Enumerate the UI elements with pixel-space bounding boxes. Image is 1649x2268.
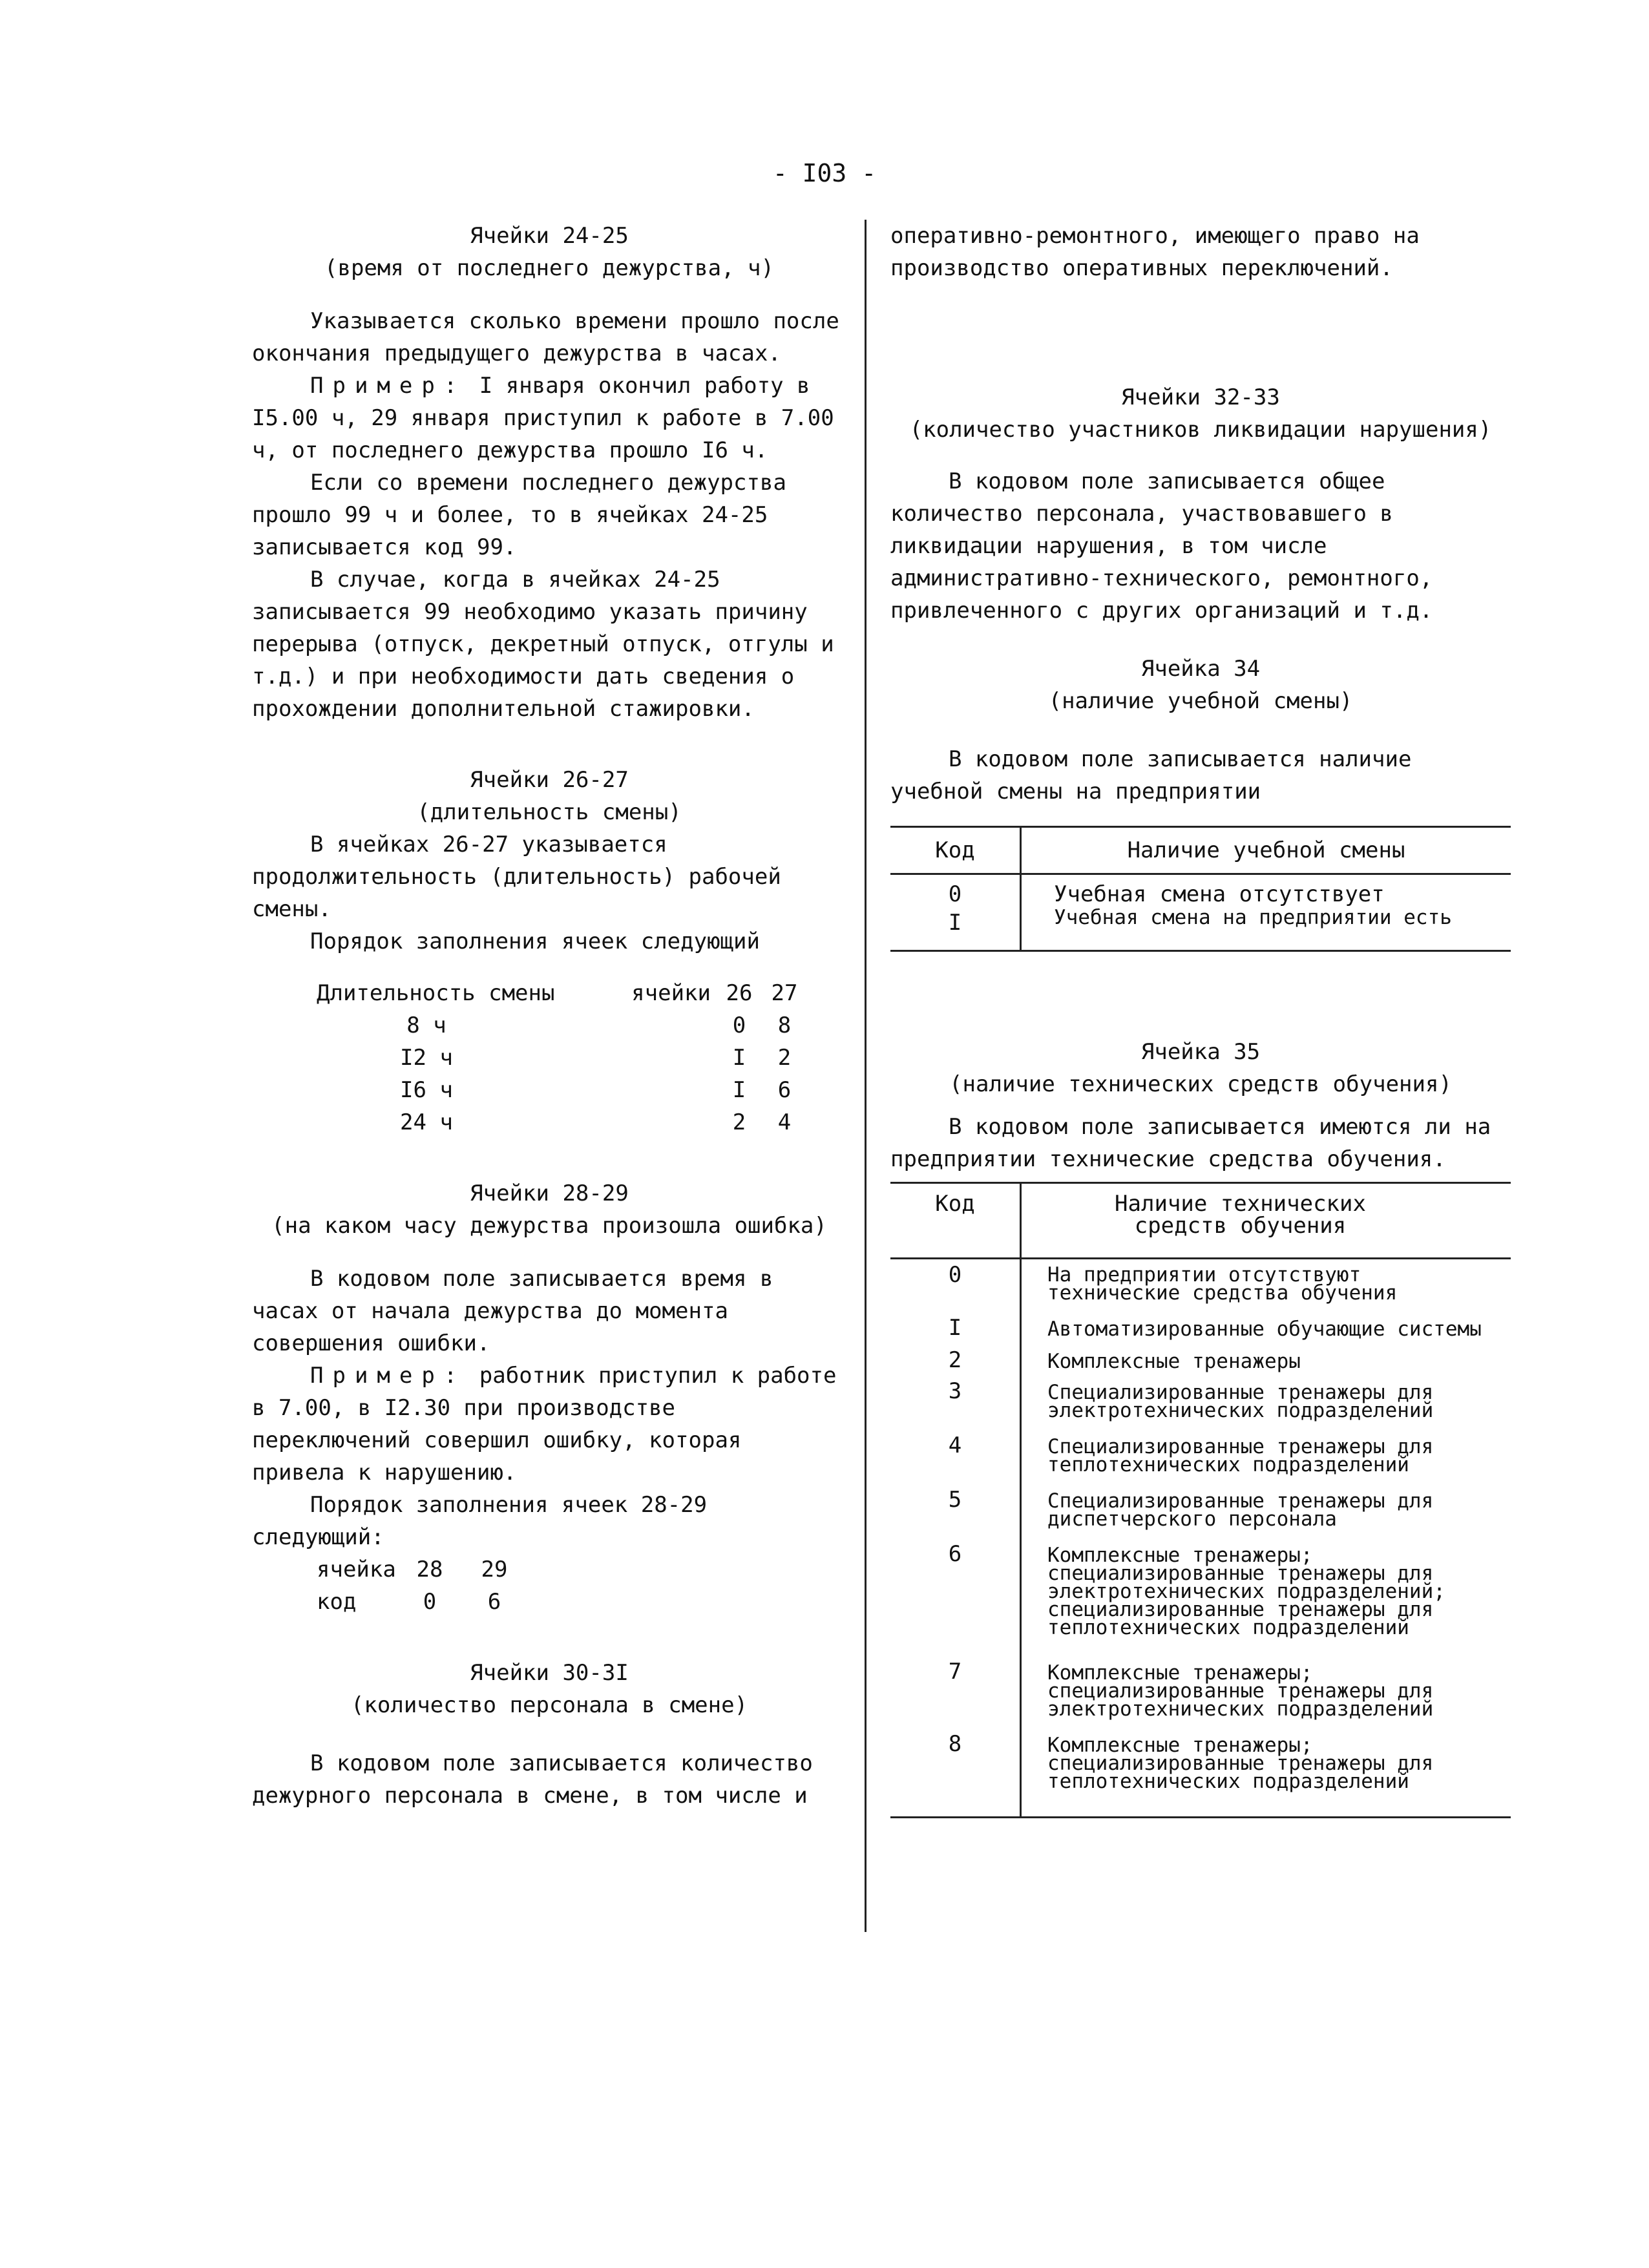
- row-label: ячейка: [317, 1557, 396, 1582]
- section-title: Ячейка 35: [1140, 1039, 1261, 1065]
- row-label: код: [317, 1589, 357, 1615]
- table-row: [890, 1259, 1511, 1317]
- cell-value: 29: [481, 1557, 508, 1582]
- col-kod: Код: [890, 1183, 1021, 1259]
- example-paragraph: [252, 370, 846, 467]
- section-subtitle: (количество участников ликвидации нарушения): [909, 417, 1492, 443]
- kod-cell: 6: [890, 1542, 1021, 1660]
- duration-cell: I2 ч: [400, 1045, 453, 1071]
- section-subtitle: (время от последнего дежурства, ч): [324, 255, 774, 281]
- kod-cell: I: [890, 1316, 1021, 1349]
- section-30-31: [252, 1657, 846, 1812]
- text-cell: Комплексные тренажеры: [1047, 1350, 1301, 1373]
- table-row: [317, 1074, 810, 1106]
- paragraph: Порядок заполнения ячеек 28-29 следующий:: [252, 1492, 708, 1550]
- cell-value: 6: [777, 1077, 792, 1103]
- column-divider: [865, 220, 867, 1932]
- table-row: [317, 1553, 536, 1586]
- cell-value: 6: [487, 1589, 501, 1615]
- table-row: [317, 1106, 810, 1139]
- table-row: [890, 1542, 1511, 1660]
- right-column: [890, 220, 1511, 1818]
- cell-value: 2: [777, 1045, 792, 1071]
- section-title: Ячейки 32-33: [1121, 384, 1280, 410]
- table-row: [890, 1488, 1511, 1542]
- kod-cell: 7: [890, 1660, 1021, 1732]
- example-paragraph: [252, 1360, 846, 1489]
- continuation-paragraph: оперативно-ремонтного, имеющего право на производство оперативных переключений.: [890, 223, 1420, 281]
- table-row: [890, 1660, 1511, 1732]
- col-text: Наличие учебной смены: [1021, 827, 1511, 874]
- paragraph: В случае, когда в ячейках 24-25 записывается 99 необходимо указать причину перерыва (отпуск, декретный отпуск, отгулы и т.д.) и при необходимости дать сведения о прохождении дополнительной стажировки.: [252, 567, 834, 722]
- training-means-table: [890, 1182, 1511, 1818]
- header-cells-label: ячейки: [631, 980, 711, 1006]
- section-28-29: [252, 1177, 846, 1618]
- cell-value: 8: [777, 1013, 792, 1038]
- header-cell: 27: [771, 980, 798, 1006]
- table-row: [890, 908, 1511, 951]
- paragraph: В кодовом поле записывается время в часах от начала дежурства до момента совершения ошибки.: [252, 1266, 773, 1356]
- text-cell: Специализированные тренажеры для диспетчерского персонала: [1047, 1489, 1434, 1531]
- page-number: - I03 -: [772, 159, 877, 187]
- kod-cell: 4: [890, 1434, 1021, 1488]
- paragraph: В кодовом поле записывается количество дежурного персонала в смене, в том числе и: [252, 1750, 813, 1809]
- left-column: [252, 220, 846, 1812]
- cell-value: I: [732, 1077, 746, 1103]
- table-row: [317, 1042, 810, 1074]
- duration-cell: I6 ч: [400, 1077, 453, 1103]
- section-title: Ячейки 26-27: [470, 767, 629, 793]
- kod-cell: 3: [890, 1380, 1021, 1434]
- kod-cell: I: [890, 908, 1021, 951]
- paragraph: Если со времени последнего дежурства прошло 99 ч и более, то в ячейках 24-25 записывается код 99.: [252, 470, 786, 560]
- header-label: Длительность смены: [317, 980, 555, 1006]
- kod-cell: 8: [890, 1732, 1021, 1818]
- section-24-25: [252, 220, 846, 725]
- kod-cell: 0: [890, 874, 1021, 909]
- section-subtitle: (наличие учебной смены): [1048, 688, 1353, 714]
- shift-duration-table: [317, 977, 810, 1139]
- text-cell: Комплексные тренажеры; специализированные тренажеры для теплотехнических подразделений: [1047, 1734, 1434, 1793]
- section-subtitle: (длительность смены): [417, 799, 682, 825]
- table-row: [890, 1434, 1511, 1488]
- section-26-27: [252, 764, 846, 1139]
- text-cell: Учебная смена отсутствует: [1054, 881, 1385, 907]
- section-subtitle: (количество персонала в смене): [350, 1692, 748, 1718]
- table-row: [890, 1316, 1511, 1349]
- section-title: Ячейки 28-29: [470, 1181, 629, 1206]
- section-subtitle: (на каком часу дежурства произошла ошибка): [271, 1213, 827, 1239]
- section-title: Ячейки 30-3I: [470, 1660, 629, 1686]
- cell-value: 0: [732, 1013, 746, 1038]
- col-kod: Код: [890, 827, 1021, 874]
- duration-cell: 24 ч: [400, 1109, 453, 1135]
- example-label: Пример:: [310, 373, 467, 399]
- table-header-row: [317, 977, 810, 1009]
- duration-cell: 8 ч: [406, 1013, 446, 1038]
- paragraph: Порядок заполнения ячеек следующий: [310, 929, 760, 954]
- section-subtitle: (наличие технических средств обучения): [949, 1071, 1452, 1097]
- table-row: [890, 1732, 1511, 1818]
- text-cell: Специализированные тренажеры для теплотехнических подразделений: [1047, 1435, 1434, 1476]
- cell-value: 4: [777, 1109, 792, 1135]
- text-cell: Учебная смена на предприятии есть: [1054, 906, 1452, 929]
- paragraph: Указывается сколько времени прошло после окончания предыдущего дежурства в часах.: [252, 308, 839, 366]
- cell-value: I: [732, 1045, 746, 1071]
- text-cell: Автоматизированные обучающие системы: [1047, 1318, 1482, 1341]
- cell-value: 2: [732, 1109, 746, 1135]
- paragraph: В кодовом поле записывается наличие учебной смены на предприятии: [890, 746, 1412, 804]
- example-text: I января окончил работу в I5.00 ч, 29 января приступил к работе в 7.00 ч, от последнего дежурства прошло I6 ч.: [252, 373, 834, 463]
- table-row: [890, 1349, 1511, 1380]
- paragraph: В кодовом поле записывается имеются ли на предприятии технические средства обучения.: [890, 1114, 1491, 1172]
- section-34: [890, 653, 1511, 952]
- text-cell: Комплексные тренажеры; специализированные тренажеры для электротехнических подразделений; специализированные тренажеры для теплотехнических подразделений: [1047, 1544, 1445, 1639]
- kod-cell: 2: [890, 1349, 1021, 1380]
- table-header-row: [890, 1183, 1511, 1259]
- table-header-row: [890, 827, 1511, 874]
- text-cell: На предприятии отсутствуют технические средства обучения: [1047, 1263, 1398, 1305]
- kod-cell: 0: [890, 1259, 1021, 1317]
- text-cell: Комплексные тренажеры; специализированные тренажеры для электротехнических подразделений: [1047, 1661, 1434, 1721]
- table-row: [317, 1009, 810, 1042]
- col-text: Наличие технических средств обучения: [1021, 1183, 1511, 1259]
- example-text: работник приступил к работе в 7.00, в I2.30 при производстве переключений совершил ошибку, которая привела к нарушению.: [252, 1363, 837, 1486]
- paragraph: В ячейках 26-27 указывается продолжительность (длительность) рабочей смены.: [252, 832, 781, 922]
- section-title: Ячейка 34: [1140, 656, 1261, 682]
- paragraph: В кодовом поле записывается общее количество персонала, участвовавшего в ликвидации нарушения, в том числе административно-технического, ремонтного, привлеченного с других организаций и т.д.: [890, 468, 1433, 624]
- example-label: Пример:: [310, 1363, 467, 1389]
- table-row: [890, 874, 1511, 909]
- text-cell: Специализированные тренажеры для электротехнических подразделений: [1047, 1381, 1434, 1422]
- table-row: [317, 1586, 536, 1618]
- table-row: [890, 1380, 1511, 1434]
- cell-value: 28: [416, 1557, 443, 1582]
- header-cell: 26: [726, 980, 753, 1006]
- kod-cell: 5: [890, 1488, 1021, 1542]
- cell-value: 0: [423, 1589, 437, 1615]
- section-35: [890, 1036, 1511, 1818]
- training-shift-table: [890, 826, 1511, 952]
- section-title: Ячейки 24-25: [470, 223, 629, 249]
- section-32-33: [890, 381, 1511, 627]
- cells-28-29-table: [317, 1553, 536, 1618]
